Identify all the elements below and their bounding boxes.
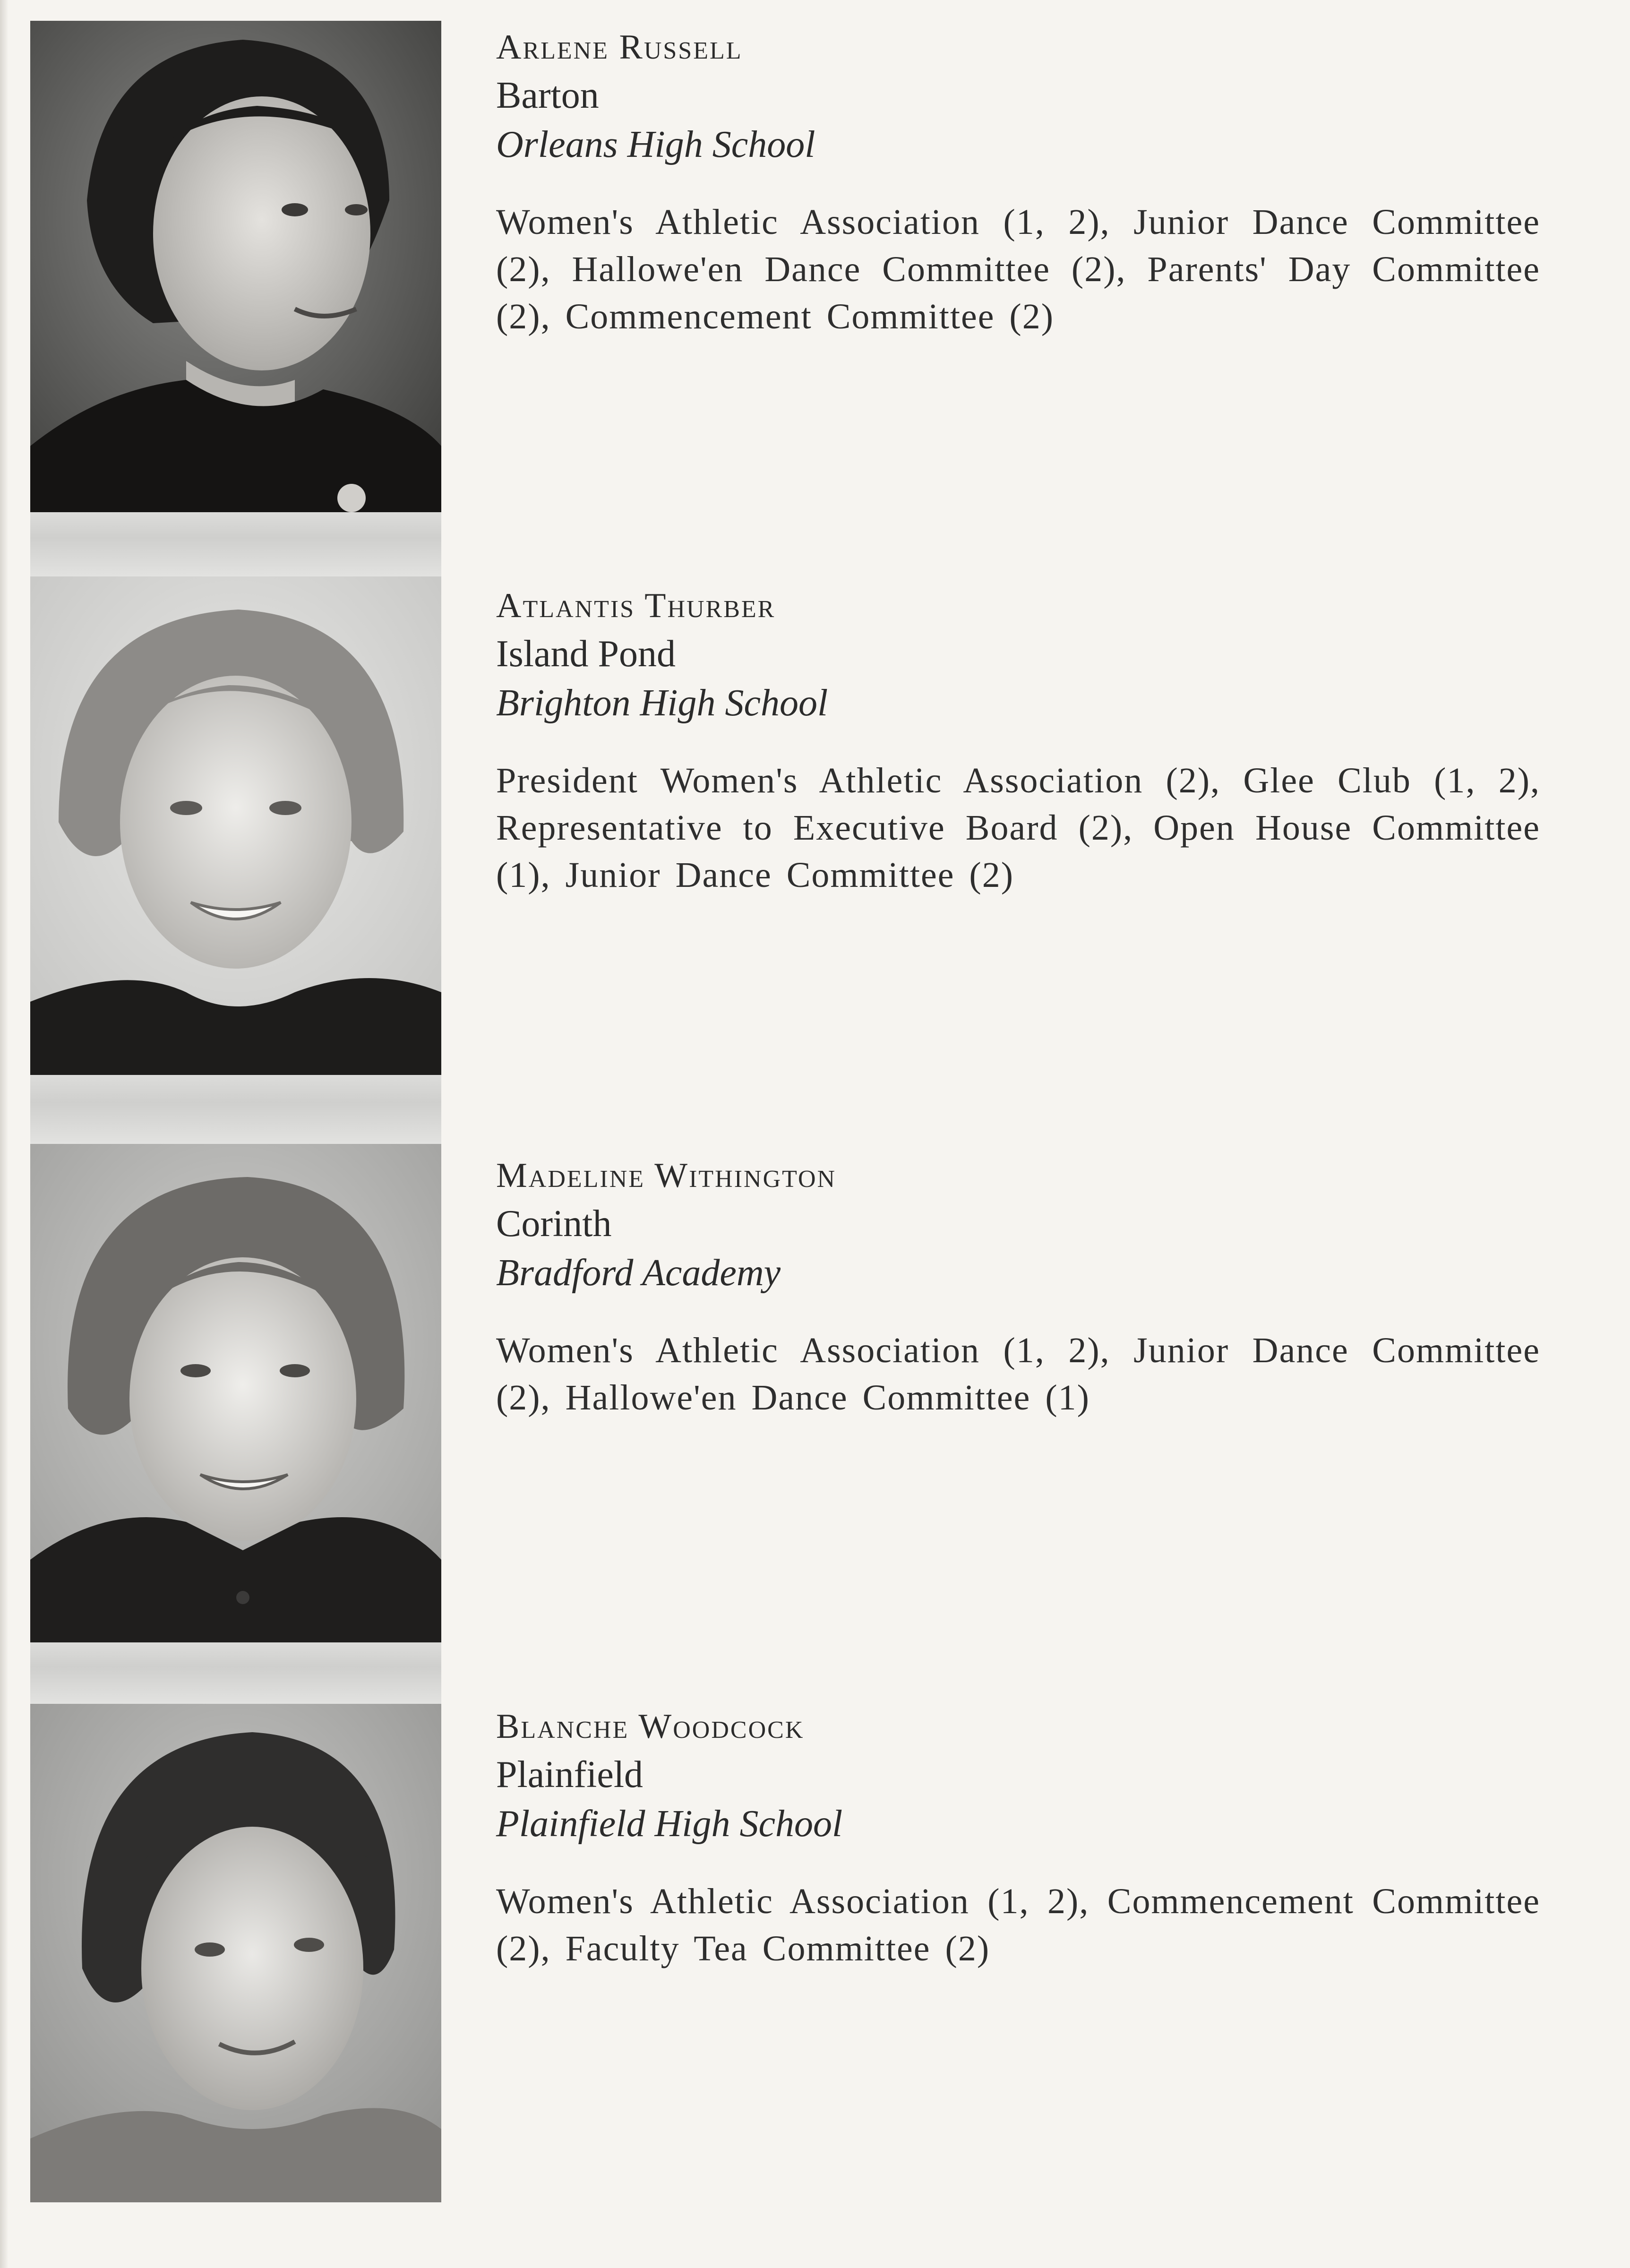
student-activities: Women's Athletic Association (1, 2), Commencement Committee (2), Faculty Tea Committee (2) [496, 1881, 1540, 1968]
portrait-photo-arlene-russell [30, 21, 441, 512]
student-hometown: Corinth [496, 1203, 612, 1245]
student-activities: President Women's Athletic Association (2), Glee Club (1, 2), Representative to Executive Board (2), Open House Committee (1), Junior Dance Committee (2) [496, 761, 1540, 895]
photo-divider [30, 512, 441, 576]
student-name: Atlantis Thurber [496, 586, 776, 625]
page-edge [0, 0, 9, 2268]
student-school: Brighton High School [496, 682, 828, 724]
student-activities: Women's Athletic Association (1, 2), Junior Dance Committee (2), Hallowe'en Dance Committee (1) [496, 1331, 1540, 1418]
student-name: Blanche Woodcock [496, 1707, 805, 1746]
portrait-photo-blanche-woodcock [30, 1704, 441, 2202]
student-entry [496, 24, 1540, 340]
student-school: Orleans High School [496, 124, 815, 165]
portrait-photo-atlantis-thurber [30, 576, 441, 1075]
student-school: Plainfield High School [496, 1803, 843, 1845]
student-school: Bradford Academy [496, 1252, 781, 1294]
student-hometown: Plainfield [496, 1754, 643, 1796]
student-activities: Women's Athletic Association (1, 2), Junior Dance Committee (2), Hallowe'en Dance Committee (2), Parents' Day Committee (2), Commencement Committee (2) [496, 202, 1540, 336]
student-entry [496, 582, 1540, 899]
photo-divider [30, 1075, 441, 1144]
student-hometown: Barton [496, 75, 599, 116]
portrait-photo-madeline-withington [30, 1144, 441, 1642]
student-name: Madeline Withington [496, 1156, 837, 1195]
student-hometown: Island Pond [496, 633, 676, 675]
photo-divider [30, 1642, 441, 1704]
student-entry [496, 1703, 1540, 1972]
student-name: Arlene Russell [496, 28, 743, 67]
student-entry [496, 1152, 1540, 1421]
